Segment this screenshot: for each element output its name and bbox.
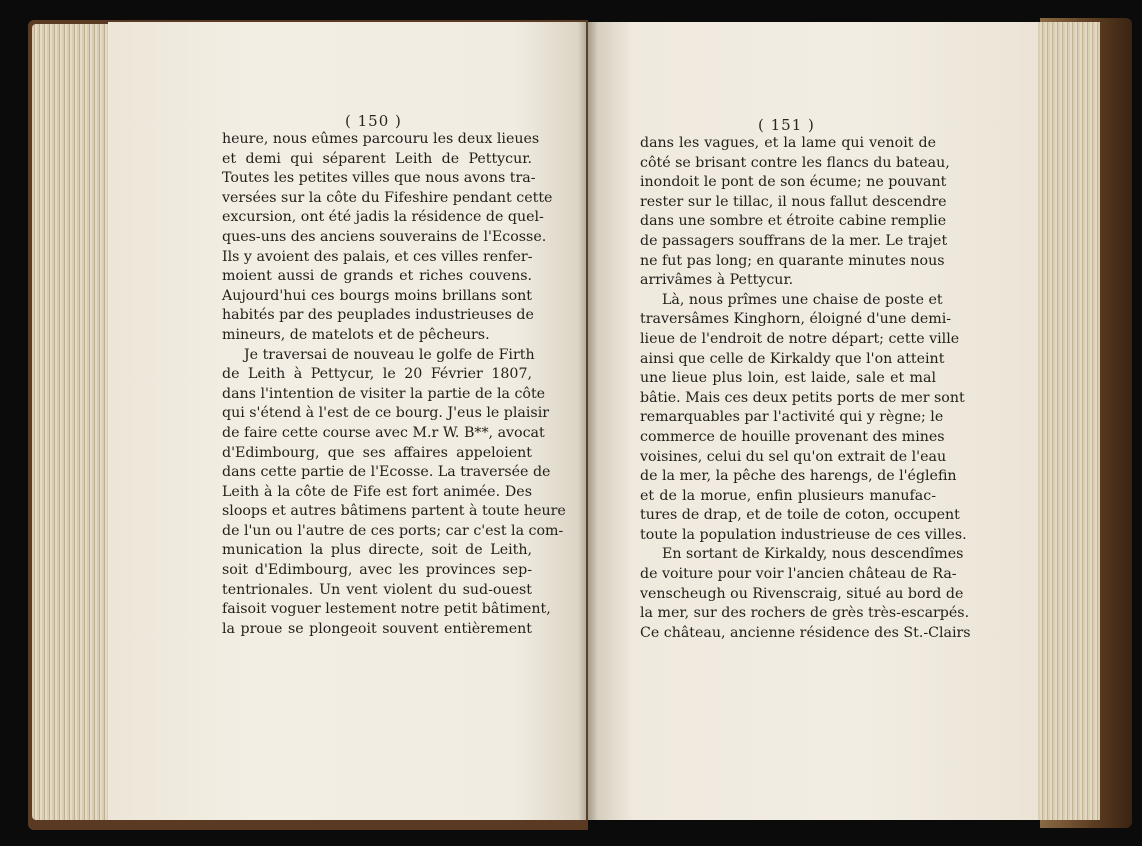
text-line: traversâmes Kinghorn, éloigné d'une demi- (640, 311, 952, 328)
text-line: bâtie. Mais ces deux petits ports de mer sont (640, 389, 965, 406)
text-line: ne fut pas long; en quarante minutes nous (640, 252, 945, 269)
text-line: qui s'étend à l'est de ce bourg. J'eus le plaisir (222, 405, 550, 422)
text-line: voisines, celui du sel qu'on extrait de l'eau (640, 448, 947, 465)
left-page-text (222, 130, 566, 639)
text-line: Ce château, ancienne résidence des St.-Clairs (640, 624, 971, 641)
text-line: excursion, ont été jadis la résidence de quel- (222, 209, 544, 226)
text-line: Leith à la côte de Fife est fort animée. Des (222, 483, 532, 500)
text-line: de l'un ou l'autre de ces ports; car c'est la com- (222, 522, 564, 539)
text-line: côté se brisant contre les flancs du bateau, (640, 154, 950, 171)
text-line: sloops et autres bâtimens partent à toute heure (222, 503, 566, 520)
text-line: ainsi que celle de Kirkaldy que l'on atteint (640, 350, 945, 367)
text-line: commerce de houille provenant des mines (640, 428, 945, 445)
text-line: de faire cette course avec M.r W. B**, avocat (222, 424, 545, 441)
text-line: la proue se plongeoit souvent entièrement (222, 620, 532, 637)
text-line: et de la morue, enfin plusieurs manufac- (640, 487, 936, 504)
text-line: venscheugh ou Rivenscraig, situé au bord de (640, 585, 964, 602)
page-edges-right (1030, 22, 1100, 820)
text-line: moient aussi de grands et riches couvens. (222, 268, 532, 285)
text-line: remarquables par l'activité qui y règne; le (640, 409, 944, 426)
text-line: dans l'intention de visiter la partie de la côte (222, 385, 546, 402)
text-line: Là, nous prîmes une chaise de poste et (662, 291, 943, 308)
text-line: rester sur le tillac, il nous fallut descendre (640, 193, 947, 210)
text-line: et demi qui séparent Leith de Pettycur. (222, 150, 532, 167)
text-line: Ils y avoient des palais, et ces villes renfer- (222, 248, 533, 265)
text-line: dans les vagues, et la lame qui venoit de (640, 135, 936, 151)
text-line: dans une sombre et étroite cabine remplie (640, 213, 947, 230)
text-line: inondoit le pont de son écume; ne pouvant (640, 174, 947, 191)
text-line: de voiture pour voir l'ancien château de Ra- (640, 566, 957, 583)
text-line: la mer, sur des rochers de grès très-escarpés. (640, 605, 970, 622)
text-line: Toutes les petites villes que nous avons tra- (222, 170, 536, 187)
text-line: arrivâmes à Pettycur. (640, 272, 794, 289)
right-page-number: ( 151 ) (758, 116, 815, 134)
book-gutter (578, 22, 598, 820)
right-page-text (640, 134, 971, 643)
text-line: munication la plus directe, soit de Leith, (222, 542, 532, 559)
text-line: tures de drap, et de toile de coton, occupent (640, 507, 960, 524)
text-line: En sortant de Kirkaldy, nous descendîmes (662, 546, 964, 563)
text-line: mineurs, de matelots et de pêcheurs. (222, 326, 490, 343)
text-line: heure, nous eûmes parcouru les deux lieues (222, 131, 540, 147)
text-line: d'Edimbourg, que ses affaires appeloient (222, 444, 532, 461)
text-line: toute la population industrieuse de ces villes. (640, 526, 967, 543)
text-line: Aujourd'hui ces bourgs moins brillans sont (222, 287, 532, 304)
text-line: habités par des peuplades industrieuses de (222, 307, 534, 324)
text-line: Je traversai de nouveau le golfe de Firth (244, 346, 535, 363)
text-line: dans cette partie de l'Ecosse. La traversée de (222, 464, 551, 481)
text-line: versées sur la côte du Fifeshire pendant cette (222, 189, 553, 206)
text-line: de passagers souffrans de la mer. Le trajet (640, 232, 948, 249)
text-line: tentrionales. Un vent violent du sud-ouest (222, 581, 532, 598)
text-line: de Leith à Pettycur, le 20 Février 1807, (222, 366, 532, 383)
text-line: de la mer, la pêche des harengs, de l'églefin (640, 468, 957, 485)
text-line: soit d'Edimbourg, avec les provinces sep- (222, 562, 532, 579)
text-line: ques-uns des anciens souverains de l'Ecosse. (222, 228, 547, 245)
text-line: lieue de l'endroit de notre départ; cette ville (640, 330, 960, 347)
left-page-number: ( 150 ) (345, 112, 402, 130)
text-line: faisoit voguer lestement notre petit bâtiment, (222, 601, 551, 618)
text-line: une lieue plus loin, est laide, sale et mal (640, 370, 936, 387)
